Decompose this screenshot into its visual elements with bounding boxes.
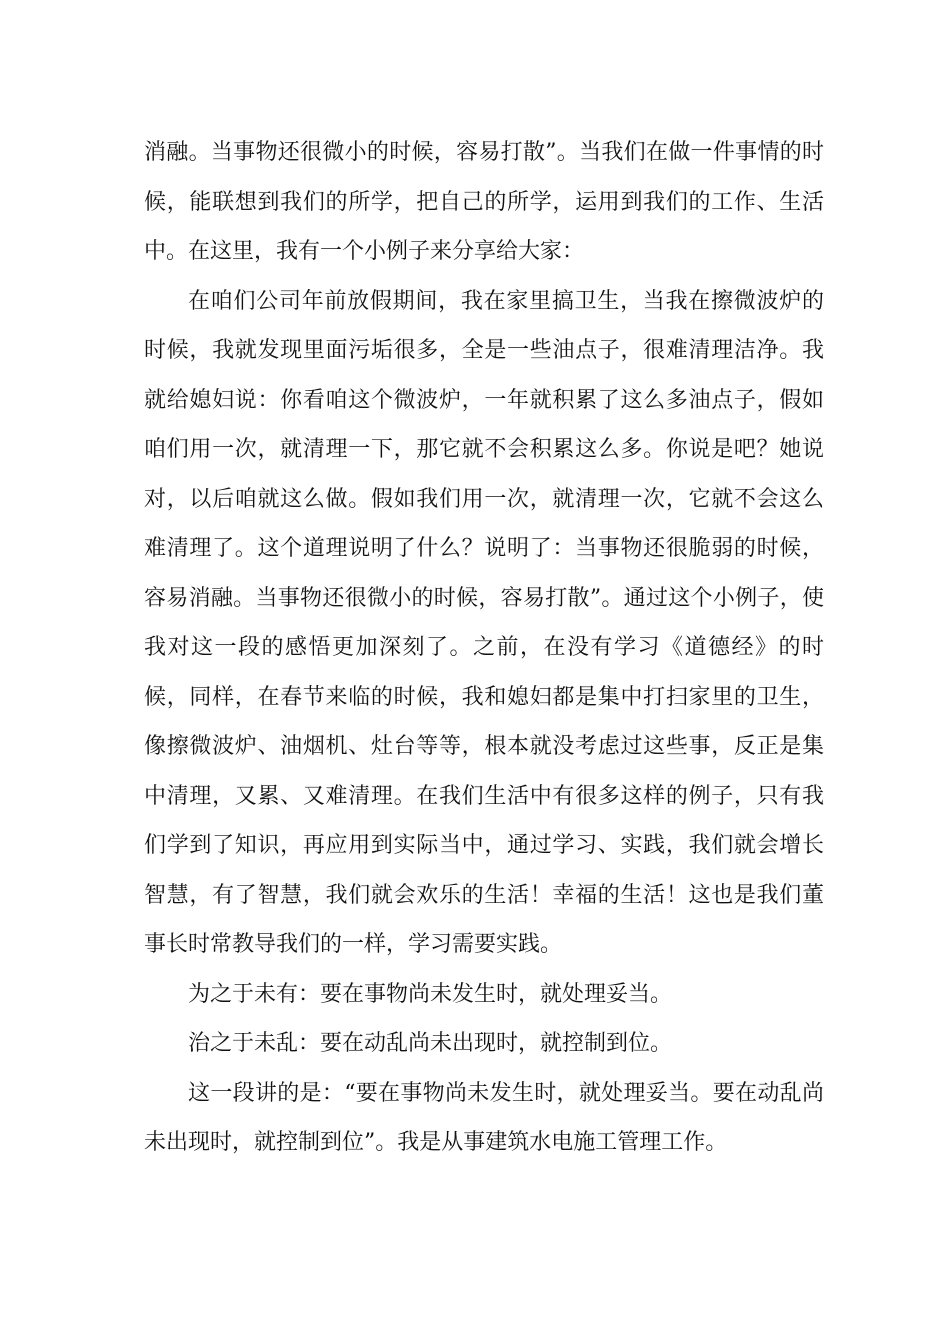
paragraph-4: 治之于未乱：要在动乱尚未出现时，就控制到位。	[188, 1031, 673, 1056]
paragraph-2: 在咱们公司年前放假期间，我在家里搞卫生，当我在擦微波炉的时候，我就发现里面污垢很多，全是一些油点子，很难清理洁净。我就给媳妇说：你看咱这个微波炉，一年就积累了这么多油点子，假如咱们用一次，就清理一下，那它就不会积累这么多。你说是吧？她说对，以后咱就这么做。假如我们用一次，就清理一次，它就不会这么难清理了。这个道理说明了什么？说明了：当事物还很脆弱的时候，容易消融。当事物还很微小的时候，容易打散”。通过这个小例子，使我对这一段的感悟更加深刻了。之前，在没有学习《道德经》的时候，同样，在春节来临的时候，我和媳妇都是集中打扫家里的卫生，像擦微波炉、油烟机、灶台等等，根本就没考虑过这些事，反正是集中清理，又累、又难清理。在我们生活中有很多这样的例子，只有我们学到了知识，再应用到实际当中，通过学习、实践，我们就会增长智慧，有了智慧，我们就会欢乐的生活！幸福的生活！这也是我们董事长时常教导我们的一样，学习需要实践。	[144, 288, 824, 957]
paragraph-5: 这一段讲的是：“要在事物尚未发生时，就处理妥当。要在动乱尚未出现时，就控制到位”。我是从事建筑水电施工管理工作。	[144, 1080, 824, 1155]
paragraph-1: 消融。当事物还很微小的时候，容易打散”。当我们在做一件事情的时候，能联想到我们的所学，把自己的所学，运用到我们的工作、生活中。在这里，我有一个小例子来分享给大家：	[144, 140, 824, 264]
body-text	[144, 128, 824, 1168]
paragraph-3: 为之于未有：要在事物尚未发生时，就处理妥当。	[188, 981, 673, 1007]
